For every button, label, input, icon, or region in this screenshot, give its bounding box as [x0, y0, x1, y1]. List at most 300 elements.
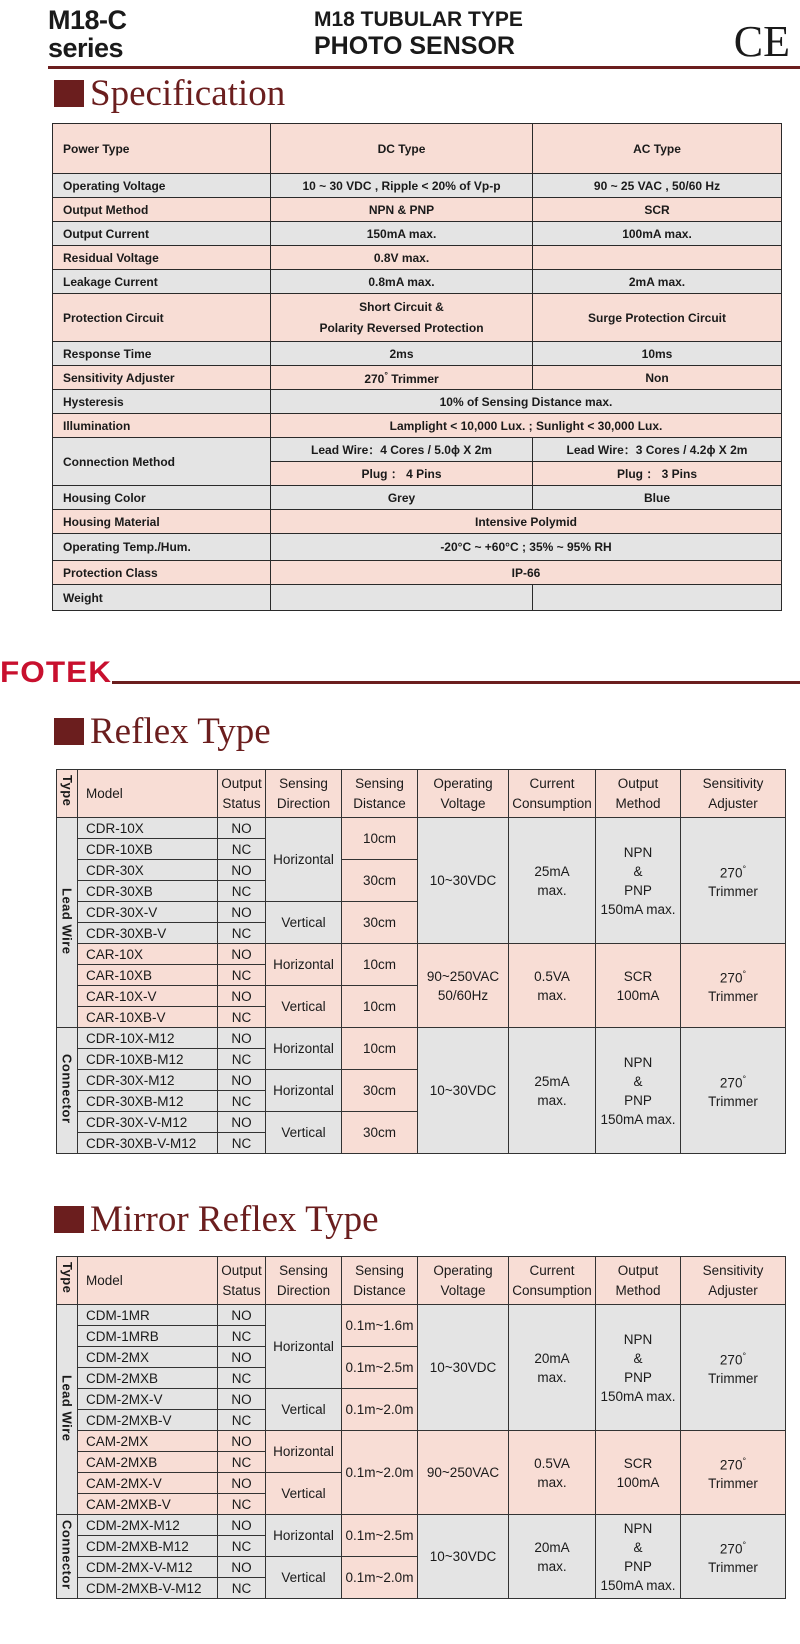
spec-shared-value: 10% of Sensing Distance max. — [271, 390, 782, 414]
output-status: NC — [218, 1536, 266, 1557]
header-type — [57, 1257, 78, 1305]
product-title-line-2: PHOTO SENSOR — [314, 32, 515, 60]
degree-symbol: ° — [742, 863, 747, 874]
spec-dc-value: 2ms — [271, 342, 533, 366]
table-row — [57, 944, 786, 965]
header-text: Method — [615, 1282, 661, 1298]
method-output: 150mA max. — [600, 901, 676, 917]
output-status: NO — [218, 1389, 266, 1410]
sensitivity-adjuster — [681, 1028, 786, 1154]
sensing-distance: 30cm — [342, 902, 418, 944]
section-title-text: Reflex Type — [90, 710, 271, 752]
header-text: Output — [221, 1262, 262, 1278]
sensing-direction: Horizontal — [266, 818, 342, 902]
section-square-icon — [54, 1206, 84, 1233]
degree-symbol: ° — [742, 1539, 747, 1550]
output-status: NC — [218, 881, 266, 902]
spec-ac-value — [533, 246, 782, 270]
header-rule — [48, 66, 800, 69]
output-status: NO — [218, 902, 266, 923]
spec-ac-value: 2mA max. — [533, 270, 782, 294]
trimmer-degrees: 270 — [719, 865, 743, 881]
operating-voltage: 10~30VDC — [418, 818, 509, 944]
header-text: Output — [617, 775, 659, 791]
sensing-direction: Horizontal — [266, 1515, 342, 1557]
trimmer-degrees: 270 — [364, 371, 385, 386]
sensing-distance: 10cm — [342, 944, 418, 986]
method-npn: NPN — [623, 1520, 653, 1536]
operating-voltage — [418, 944, 509, 1028]
spec-shared-value: -20°C ~ +60°C ; 35% ~ 95% RH — [271, 534, 782, 561]
output-status: NC — [218, 1049, 266, 1070]
spec-row — [53, 174, 782, 198]
spec-ac-value: 10ms — [533, 342, 782, 366]
spec-ac-value: Surge Protection Circuit — [533, 294, 782, 342]
page-header — [0, 0, 800, 70]
spec-label: Hysteresis — [53, 390, 271, 414]
section-title-reflex — [54, 708, 271, 754]
spec-row — [53, 294, 782, 342]
header-text: Sensing — [355, 1262, 404, 1278]
spec-row — [53, 198, 782, 222]
header-sensing-distance — [342, 770, 418, 818]
model-name: CAR-10XB — [78, 965, 218, 986]
sensing-distance: 30cm — [342, 1112, 418, 1154]
header-current-consumption — [509, 770, 596, 818]
method-amp: & — [633, 863, 643, 879]
spec-row — [53, 534, 782, 561]
sensing-distance: 30cm — [342, 860, 418, 902]
current-consumption — [509, 1431, 596, 1515]
method-scr: SCR — [623, 1455, 653, 1471]
header-model: Model — [78, 770, 218, 818]
trimmer-text: Trimmer — [708, 1094, 758, 1110]
sensing-direction: Horizontal — [266, 944, 342, 986]
output-method — [596, 1028, 681, 1154]
spec-label: Residual Voltage — [53, 246, 271, 270]
model-name: CDM-2MXB-V-M12 — [78, 1578, 218, 1599]
sensing-distance: 0.1m~2.0m — [342, 1389, 418, 1431]
output-status: NO — [218, 1070, 266, 1091]
sensing-direction: Horizontal — [266, 1431, 342, 1473]
model-name: CDM-2MX-M12 — [78, 1515, 218, 1536]
model-name: CDM-2MX-V-M12 — [78, 1557, 218, 1578]
header-text: Sensing — [355, 775, 404, 791]
model-name: CAM-2MX-V — [78, 1473, 218, 1494]
series-line-2: series — [48, 33, 124, 63]
table-header-row — [57, 770, 786, 818]
output-status: NC — [218, 839, 266, 860]
spec-shared-value: Intensive Polymid — [271, 510, 782, 534]
type-lead-wire — [57, 1305, 78, 1515]
spec-label: Connection Method — [53, 438, 271, 486]
output-status: NC — [218, 1007, 266, 1028]
operating-voltage: 10~30VDC — [418, 1515, 509, 1599]
output-status: NO — [218, 1473, 266, 1494]
spec-ac-value: Plug ： 3 Pins — [533, 462, 782, 486]
method-npn: NPN — [623, 1331, 653, 1347]
header-text: Adjuster — [708, 1282, 758, 1298]
header-type-text: Type — [60, 1261, 75, 1294]
method-pnp: PNP — [624, 1092, 652, 1108]
model-name: CAR-10X-V — [78, 986, 218, 1007]
sensing-direction: Horizontal — [266, 1305, 342, 1389]
sensing-distance: 10cm — [342, 986, 418, 1028]
type-connector — [57, 1028, 78, 1154]
model-name: CDR-10XB-M12 — [78, 1049, 218, 1070]
trimmer-text: Trimmer — [708, 1560, 758, 1576]
output-status: NC — [218, 965, 266, 986]
header-text: Distance — [353, 795, 406, 811]
spec-label: Protection Class — [53, 561, 271, 585]
sensitivity-adjuster — [681, 1305, 786, 1431]
header-text: Adjuster — [708, 795, 758, 811]
output-method — [596, 1431, 681, 1515]
model-name: CDR-30X-M12 — [78, 1070, 218, 1091]
spec-label: Operating Temp./Hum. — [53, 534, 271, 561]
header-text: Consumption — [512, 795, 592, 811]
spec-label: Weight — [53, 585, 271, 611]
header-type — [57, 770, 78, 818]
model-name: CAM-2MXB — [78, 1452, 218, 1473]
trimmer-text: Trimmer — [708, 884, 758, 900]
spec-dc-value: 150mA max. — [271, 222, 533, 246]
table-row — [57, 818, 786, 839]
header-text: Status — [222, 795, 261, 811]
section-square-icon — [54, 718, 84, 745]
spec-label: Protection Circuit — [53, 294, 271, 342]
sensing-distance: 0.1m~2.5m — [342, 1347, 418, 1389]
output-status: NO — [218, 1112, 266, 1133]
output-status: NO — [218, 1515, 266, 1536]
output-status: NC — [218, 1578, 266, 1599]
output-status: NC — [218, 1494, 266, 1515]
trimmer-text: Trimmer — [387, 371, 439, 386]
sensing-distance: 0.1m~2.5m — [342, 1515, 418, 1557]
header-text: Voltage — [440, 795, 486, 811]
current-consumption — [509, 1028, 596, 1154]
output-status: NC — [218, 923, 266, 944]
sensitivity-adjuster — [681, 1515, 786, 1599]
trimmer-text: Trimmer — [708, 989, 758, 1005]
header-text: Output — [617, 1262, 659, 1278]
table-row — [57, 1515, 786, 1536]
section-title-mirror-reflex — [54, 1196, 379, 1242]
output-status: NO — [218, 1305, 266, 1326]
spec-row — [53, 342, 782, 366]
degree-symbol: ° — [742, 1350, 747, 1361]
spec-ac-value: 90 ~ 25 VAC , 50/60 Hz — [533, 174, 782, 198]
method-amp: & — [633, 1350, 643, 1366]
model-name: CDR-30X-V — [78, 902, 218, 923]
model-name: CDR-30XB-M12 — [78, 1091, 218, 1112]
sensing-direction: Vertical — [266, 1389, 342, 1431]
header-text: Status — [222, 1282, 261, 1298]
method-npn: NPN — [623, 1054, 653, 1070]
spec-label: Illumination — [53, 414, 271, 438]
section-title-text: Mirror Reflex Type — [90, 1198, 379, 1240]
trimmer-degrees: 270 — [719, 970, 743, 986]
sensing-direction: Vertical — [266, 986, 342, 1028]
spec-dc-value: 0.8mA max. — [271, 270, 533, 294]
method-pnp: PNP — [624, 1558, 652, 1574]
spec-row — [53, 390, 782, 414]
sensing-distance: 30cm — [342, 1070, 418, 1112]
output-status: NO — [218, 818, 266, 839]
header-sensing-direction — [266, 1257, 342, 1305]
mirror-reflex-table — [56, 1256, 786, 1599]
model-name: CAM-2MXB-V — [78, 1494, 218, 1515]
spec-row — [53, 366, 782, 390]
table-row — [57, 1028, 786, 1049]
model-name: CDM-1MR — [78, 1305, 218, 1326]
spec-ac-value: SCR — [533, 198, 782, 222]
current-max: max. — [537, 882, 567, 898]
spec-dc-line: Polarity Reversed Protection — [319, 320, 484, 335]
ce-mark: CE — [733, 17, 790, 66]
header-model: Model — [78, 1257, 218, 1305]
trimmer-text: Trimmer — [708, 1371, 758, 1387]
sensitivity-adjuster — [681, 944, 786, 1028]
output-status: NC — [218, 1091, 266, 1112]
spec-dc-value: 10 ~ 30 VDC , Ripple < 20% of Vp-p — [271, 174, 533, 198]
table-row — [57, 1431, 786, 1452]
spec-label: Power Type — [53, 124, 271, 174]
header-text: Operating — [433, 1262, 493, 1278]
current-value: 25mA — [534, 863, 570, 879]
trimmer-degrees: 270 — [719, 1352, 743, 1368]
spec-dc-value: Lead Wire：4 Cores / 5.0ϕ X 2m — [271, 438, 533, 462]
spec-row — [53, 486, 782, 510]
series-line-1: M18-C — [48, 5, 127, 35]
current-max: max. — [537, 987, 567, 1003]
sensing-direction: Vertical — [266, 1473, 342, 1515]
model-name: CDR-30XB — [78, 881, 218, 902]
method-pnp: PNP — [624, 882, 652, 898]
header-output-method — [596, 1257, 681, 1305]
current-max: max. — [537, 1474, 567, 1490]
model-name: CAM-2MX — [78, 1431, 218, 1452]
spec-row — [53, 585, 782, 611]
type-text: Connector — [59, 1520, 75, 1590]
output-status: NO — [218, 1431, 266, 1452]
current-consumption — [509, 818, 596, 944]
model-name: CDR-30X-V-M12 — [78, 1112, 218, 1133]
table-header-row — [57, 1257, 786, 1305]
model-name: CDR-10XB — [78, 839, 218, 860]
output-method — [596, 1515, 681, 1599]
spec-row — [53, 510, 782, 534]
spec-ac-value: 100mA max. — [533, 222, 782, 246]
trimmer-degrees: 270 — [719, 1075, 743, 1091]
table-row — [57, 1305, 786, 1326]
voltage-frequency: 50/60Hz — [437, 987, 489, 1003]
header-text: Distance — [353, 1282, 406, 1298]
current-consumption — [509, 1305, 596, 1431]
spec-label: Sensitivity Adjuster — [53, 366, 271, 390]
sensing-direction: Vertical — [266, 1557, 342, 1599]
spec-label: Leakage Current — [53, 270, 271, 294]
method-amp: & — [633, 1539, 643, 1555]
sensing-direction: Vertical — [266, 1112, 342, 1154]
type-text: Connector — [59, 1054, 75, 1124]
method-npn: NPN — [623, 844, 653, 860]
output-method — [596, 818, 681, 944]
spec-shared-value: Lamplight < 10,000 Lux. ; Sunlight < 30,000 Lux. — [271, 414, 782, 438]
header-sensing-distance — [342, 1257, 418, 1305]
sensing-distance: 0.1m~2.0m — [342, 1431, 418, 1515]
specification-table — [52, 123, 782, 611]
current-max: max. — [537, 1558, 567, 1574]
current-value: 0.5VA — [534, 1455, 570, 1471]
header-output-status — [218, 1257, 266, 1305]
section-title-text: Specification — [90, 72, 286, 114]
model-name: CDR-10X-M12 — [78, 1028, 218, 1049]
header-operating-voltage — [418, 1257, 509, 1305]
spec-dc-value: NPN & PNP — [271, 198, 533, 222]
model-name: CDR-30XB-V — [78, 923, 218, 944]
current-value: 0.5VA — [534, 968, 570, 984]
spec-label: Operating Voltage — [53, 174, 271, 198]
type-text: Lead Wire — [59, 887, 75, 955]
header-text: Operating — [433, 775, 493, 791]
method-amp: & — [633, 1073, 643, 1089]
operating-voltage: 10~30VDC — [418, 1028, 509, 1154]
fotek-logo: FOTEK — [0, 656, 113, 689]
spec-ac-value: AC Type — [533, 124, 782, 174]
header-text: Current — [529, 775, 575, 791]
spec-ac-value: Non — [533, 366, 782, 390]
current-value: 20mA — [534, 1539, 570, 1555]
header-sensitivity-adjuster — [681, 770, 786, 818]
current-max: max. — [537, 1369, 567, 1385]
model-name: CDR-30X — [78, 860, 218, 881]
header-text: Method — [615, 795, 661, 811]
output-method — [596, 944, 681, 1028]
header-text: Sensing — [279, 775, 328, 791]
reflex-table — [56, 769, 786, 1154]
header-type-text: Type — [60, 774, 75, 807]
trimmer-text: Trimmer — [708, 1476, 758, 1492]
spec-row — [53, 246, 782, 270]
type-text: Lead Wire — [59, 1374, 75, 1442]
section-title-specification — [54, 70, 285, 116]
header-text: Sensitivity — [702, 1262, 764, 1278]
voltage-value: 90~250VAC — [426, 968, 500, 984]
output-status: NO — [218, 944, 266, 965]
spec-shared-value: IP-66 — [271, 561, 782, 585]
header-text: Consumption — [512, 1282, 592, 1298]
degree-symbol: ° — [384, 369, 388, 380]
model-name: CAR-10X — [78, 944, 218, 965]
header-text: Voltage — [440, 1282, 486, 1298]
output-status: NO — [218, 1028, 266, 1049]
method-scr: SCR — [623, 968, 653, 984]
section-square-icon — [54, 80, 84, 107]
output-status: NO — [218, 1557, 266, 1578]
current-consumption — [509, 1515, 596, 1599]
operating-voltage: 90~250VAC — [418, 1431, 509, 1515]
type-connector — [57, 1515, 78, 1599]
spec-row — [53, 438, 782, 462]
current-value: 25mA — [534, 1073, 570, 1089]
output-status: NC — [218, 1410, 266, 1431]
output-method — [596, 1305, 681, 1431]
model-name: CDM-2MXB-V — [78, 1410, 218, 1431]
method-output: 100mA — [616, 987, 660, 1003]
method-output: 100mA — [616, 1474, 660, 1490]
sensing-distance: 0.1m~1.6m — [342, 1305, 418, 1347]
output-status: NC — [218, 1452, 266, 1473]
operating-voltage: 10~30VDC — [418, 1305, 509, 1431]
output-status: NO — [218, 1347, 266, 1368]
spec-dc-value: DC Type — [271, 124, 533, 174]
header-operating-voltage — [418, 770, 509, 818]
header-output-method — [596, 770, 681, 818]
type-lead-wire — [57, 818, 78, 1028]
degree-symbol: ° — [742, 968, 747, 979]
spec-row — [53, 561, 782, 585]
trimmer-degrees: 270 — [719, 1541, 743, 1557]
model-name: CAR-10XB-V — [78, 1007, 218, 1028]
spec-label: Housing Material — [53, 510, 271, 534]
spec-row — [53, 270, 782, 294]
spec-dc-value: 0.8V max. — [271, 246, 533, 270]
model-name: CDM-1MRB — [78, 1326, 218, 1347]
spec-dc-line: Short Circuit & — [359, 299, 444, 314]
spec-dc-value: Plug ： 4 Pins — [271, 462, 533, 486]
header-text: Direction — [276, 1282, 331, 1298]
spec-ac-value: Blue — [533, 486, 782, 510]
sensing-distance: 10cm — [342, 818, 418, 860]
method-output: 150mA max. — [600, 1577, 676, 1593]
output-status: NC — [218, 1133, 266, 1154]
sensitivity-adjuster — [681, 1431, 786, 1515]
spec-dc-value — [271, 366, 533, 390]
output-status: NC — [218, 1368, 266, 1389]
header-sensitivity-adjuster — [681, 1257, 786, 1305]
sensing-direction: Vertical — [266, 902, 342, 944]
spec-dc-value — [271, 294, 533, 342]
sensing-direction: Horizontal — [266, 1070, 342, 1112]
spec-row — [53, 222, 782, 246]
model-name: CDR-30XB-V-M12 — [78, 1133, 218, 1154]
header-text: Output — [221, 775, 262, 791]
degree-symbol: ° — [742, 1073, 747, 1084]
output-status: NC — [218, 1326, 266, 1347]
spec-label: Output Current — [53, 222, 271, 246]
header-text: Sensitivity — [702, 775, 764, 791]
series-name — [48, 6, 127, 62]
sensing-distance: 0.1m~2.0m — [342, 1557, 418, 1599]
model-name: CDM-2MX-V — [78, 1389, 218, 1410]
output-status: NO — [218, 860, 266, 881]
sensitivity-adjuster — [681, 818, 786, 944]
product-title-line-1: M18 TUBULAR TYPE — [314, 8, 523, 31]
header-sensing-direction — [266, 770, 342, 818]
spec-ac-value: Lead Wire：3 Cores / 4.2ϕ X 2m — [533, 438, 782, 462]
method-pnp: PNP — [624, 1369, 652, 1385]
degree-symbol: ° — [742, 1455, 747, 1466]
spec-row — [53, 124, 782, 174]
header-text: Sensing — [279, 1262, 328, 1278]
spec-row — [53, 414, 782, 438]
sensing-distance: 10cm — [342, 1028, 418, 1070]
brand-rule — [112, 681, 800, 684]
current-value: 20mA — [534, 1350, 570, 1366]
model-name: CDM-2MX — [78, 1347, 218, 1368]
current-max: max. — [537, 1092, 567, 1108]
